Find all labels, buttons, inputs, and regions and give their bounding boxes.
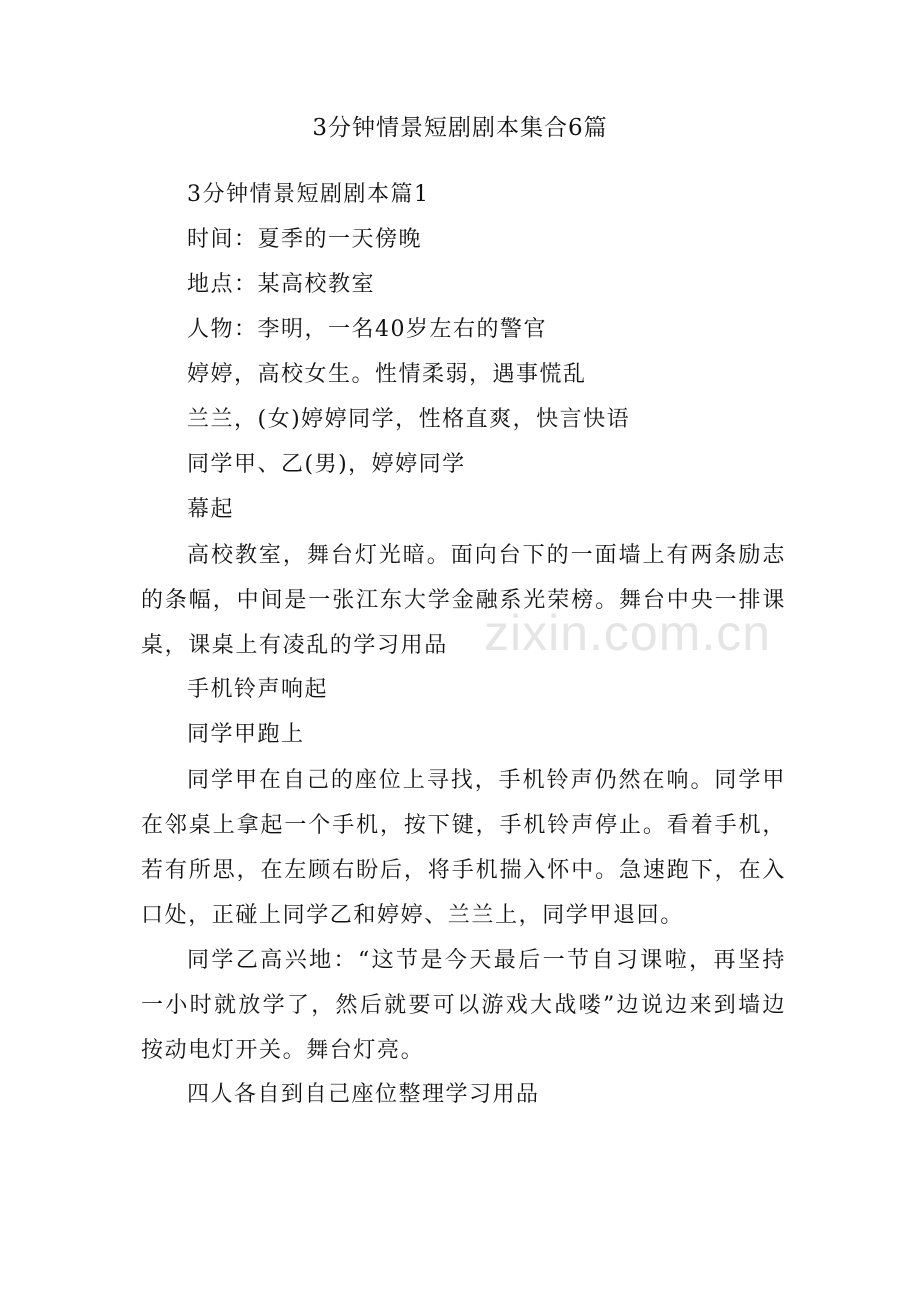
dialogue-paragraph: 同学乙高兴地：“这节是今天最后一节自习课啦，再坚持一小时就放学了，然后就要可以游戏大战喽”边说边来到墙边按动电灯开关。舞台灯亮。 bbox=[141, 948, 786, 1063]
action-paragraph: 同学甲在自己的座位上寻找，手机铃声仍然在响。同学甲在邻桌上拿起一个手机，按下键，手机铃声停止。看着手机，若有所思，在左顾右盼后，将手机揣入怀中。急速跑下，在入口处，正碰上同学乙和婷婷、兰兰上，同学甲退回。 bbox=[141, 768, 786, 928]
scene-description-paragraph: 高校教室，舞台灯光暗。面向台下的一面墙上有两条励志的条幅，中间是一张江东大学金融系光荣榜。舞台中央一排课桌，课桌上有凌乱的学习用品 bbox=[141, 543, 786, 658]
place-line: 地点：某高校教室 bbox=[187, 272, 376, 297]
time-line: 时间：夏季的一天傍晚 bbox=[187, 227, 423, 252]
character-line: 同学甲、乙(男)，婷婷同学 bbox=[187, 452, 466, 477]
stage-direction: 同学甲跑上 bbox=[187, 722, 305, 747]
stage-direction: 四人各自到自己座位整理学习用品 bbox=[187, 1082, 540, 1107]
character-line: 兰兰，(女)婷婷同学，性格直爽，快言快语 bbox=[187, 407, 631, 432]
character-line: 人物：李明，一名40岁左右的警官 bbox=[187, 317, 547, 342]
stage-direction: 手机铃声响起 bbox=[187, 677, 329, 702]
document-title: 3分钟情景短剧剧本集合6篇 bbox=[312, 115, 608, 141]
curtain-line: 幕起 bbox=[187, 497, 235, 522]
watermark: zixin.com.cn bbox=[484, 605, 772, 661]
section-heading: 3分钟情景短剧剧本篇1 bbox=[187, 182, 430, 207]
character-line: 婷婷，高校女生。性情柔弱，遇事慌乱 bbox=[187, 362, 587, 387]
